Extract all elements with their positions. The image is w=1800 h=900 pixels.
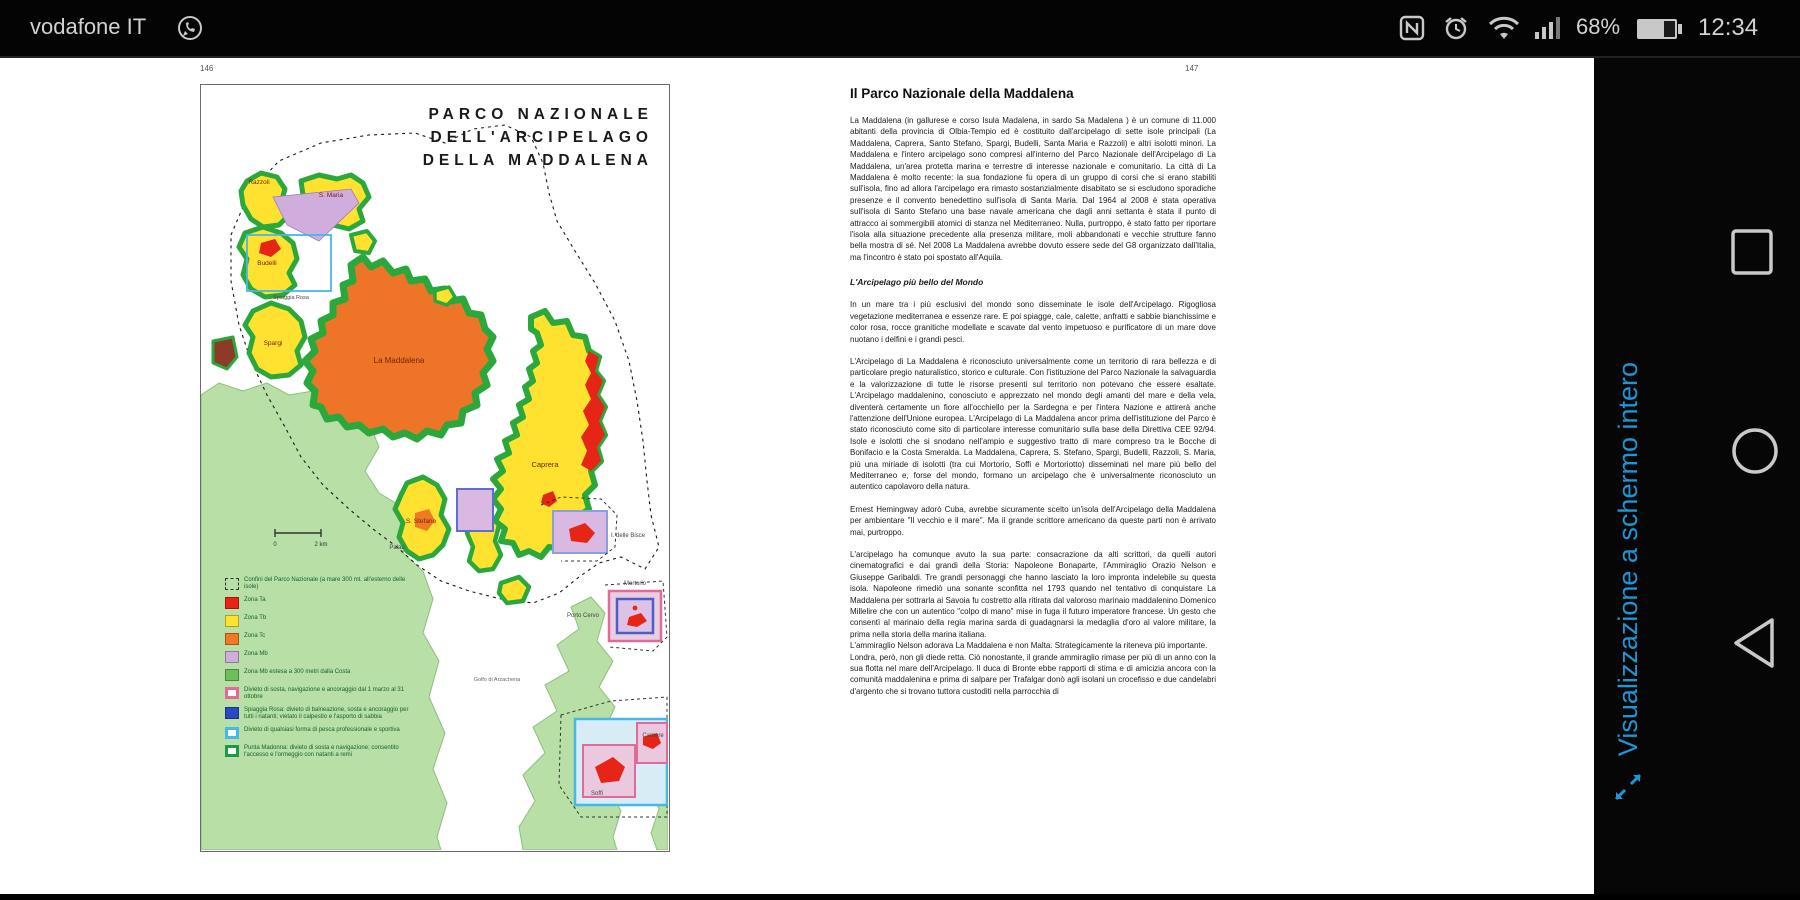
map-label: Camere: [642, 733, 664, 739]
island-la-maddalena: [305, 257, 493, 439]
legend-label: Punta Madonna: divieto di sosta e navigazione; consentito l'accesso e l'ormeggio con natanti a remi: [244, 744, 399, 758]
islet-northeast: [351, 231, 375, 253]
map-title-line2: DELL'ARCIPELAGO: [430, 129, 653, 146]
article-page: [850, 86, 1216, 697]
legend-item: [225, 615, 430, 628]
legend-item: [225, 577, 430, 591]
map-label: Caprera: [531, 460, 559, 469]
recents-button[interactable]: [1730, 228, 1774, 276]
map-label: Spargi: [263, 340, 283, 347]
map-label: Porto Cervo: [566, 613, 600, 619]
legend-label: Zona Mb: [244, 650, 268, 657]
zone-box-porto-palma: [457, 489, 493, 531]
legend-swatch: [225, 669, 239, 681]
map-title-line1: PARCO NAZIONALE: [428, 106, 653, 123]
article-paragraph: L'Arcipelago di La Maddalena è riconosciuto universalmente come un territorio di rara bellezza e di particolare pregio naturalistico, storico e culturale. Con l'istituzione del Parco Nazionale la salvaguardia e la valorizzazione di tutte le risorse presenti sul territorio non potevano che essere esaltate. L'Arcipelago maddalenino, conosciuto e apprezzato nel mondo degli amanti del mare e della vela, diventerà certamente un fiore all'occhiello per la Sardegna e per l'intera Nazione e attirerà anche l'attenzione dell'Unione europea. L'Arcipelago di La Maddalena ancor prima dell'istituzione del Parco è stato riconosciuto come sito di particolare interesse comunitario sulla base della Direttiva CEE 92/94. Isole e isolotti che si snodano nell'ampio e suggestivo tratto di mare compreso tra le Bocche di Bonifacio e la Costa Smeralda. La Maddalena, Caprera, S. Stefano, Spargi, Budelli, Razzoli, S. Maria, più una miriade di isolotti (tra cui Mortorio, Soffi e Mortoriotto) disseminati nel mare più bello del Mediterraneo e, forse del mondo, formano un arcipelago che è universalmente riconosciuto un autentico capolavoro della natura.: [850, 356, 1216, 492]
map-label: S. Maria: [318, 192, 344, 199]
map-label: S. Stefano: [405, 518, 437, 525]
map-label: Mortorio: [623, 581, 647, 587]
legend-label: Zona Mb estesa a 300 metri dalla Costa: [244, 668, 351, 675]
right-page-number: 147: [1185, 64, 1199, 73]
islet-mortorio-dot: [633, 606, 638, 611]
islets-south-caprera-2: [499, 577, 529, 603]
left-page-number: 146: [200, 64, 214, 73]
carrier-label: vodafone IT: [30, 14, 147, 39]
map-label: Spiaggia Rosa: [273, 295, 309, 301]
islet-between: [435, 287, 455, 305]
park-map: [200, 84, 670, 852]
legend-item: [225, 707, 430, 721]
legend-swatch: [225, 578, 239, 590]
fullscreen-button[interactable]: [1596, 104, 1660, 804]
legend-label: Zona Tb: [244, 614, 267, 621]
legend-swatch: [225, 745, 239, 757]
map-label: Soffi: [591, 791, 603, 797]
article-subheading: L'Arcipelago più bello del Mondo: [850, 277, 984, 288]
legend-label: Divieto di qualsiasi forma di pesca professionale e sportiva: [244, 726, 400, 733]
legend-item: [225, 727, 430, 740]
legend-swatch: [225, 707, 239, 719]
article-paragraph: Londra, però, non gli diede retta. Ciò nonostante, il grande ammiraglio rimase per più di un anno con la sua flotta nel mare dell'Arcipelago. Il duca di Bronte ebbe rapporti di stima e di amicizia ancora con la comunità maddalenina e prima di salpare per Trafalgar donò agli isolani un crocefisso e due candelabri d'argento che si trovano tuttora custoditi nella parrocchia di: [850, 652, 1216, 696]
islet-west: [213, 337, 237, 369]
fullscreen-expand-icon: [1611, 770, 1645, 804]
legend-swatch: [225, 727, 239, 739]
legend-swatch: [225, 633, 239, 645]
map-label: I. delle Bisce: [611, 533, 646, 539]
map-title-line3: DELLA MADDALENA: [422, 152, 653, 169]
legend-item: [225, 669, 430, 682]
map-legend: [225, 577, 430, 765]
status-bar: [0, 0, 1800, 58]
side-panel: [1594, 58, 1800, 894]
legend-swatch: [225, 615, 239, 627]
wifi-icon: [1488, 14, 1520, 42]
scale-left-label: 0: [273, 542, 277, 548]
legend-swatch: [225, 597, 239, 609]
battery-icon: [1636, 18, 1682, 40]
legend-label: Spiaggia Rosa: divieto di balneazione, sosta e ancoraggio per tutti i natanti; vietato il calpestio e l'asporto di sabbia: [244, 706, 409, 721]
legend-item: [225, 687, 430, 701]
battery-percent-label: 68%: [1576, 14, 1621, 39]
scale-right-label: 2 km: [314, 542, 328, 548]
article-paragraph: La Maddalena (in gallurese e corso Isula Madalena, in sardo Sa Madalena ) è un comune di 11.000 abitanti della provincia di Olbia-Tempio ed è costituito dall'arcipelago di sette isole principali (La Maddalena, Caprera, Santo Stefano, Spargi, Budelli, Santa Maria e Razzoli) e altri isolotti minori. La Maddalena e l'intero arcipelago sono compresi all'interno del Parco Nazionale dell'Arcipelago di La Maddalena, un'area protetta marina e terrestre di interesse nazionale e comunitario. La città di La Maddalena è molto recente: la sua fondazione fu opera di un gruppo di corsi che si erano stabiliti sull'isola, fino ad allora l'arcipelago era rimasto sostanzialmente disabitato se si escludono sporadiche presenze e il convento benedettino sull'isola di Santa Maria. Dal 1964 al 2008 è stata operativa sull'isola di Santo Stefano una base navale americana che dagli anni settanta è stata il punto di attracco ai sommergibili atomici di stanza nel Mediterraneo. Nulla, purtroppo, è stato fatto per riportare l'isola alla situazione precedente alla presenza militare, moli abbandonati e vecchie strutture fanno bella mostra di sé. Nel 2008 La Maddalena avrebbe dovuto essere sede del G8 organizzato dall'Italia, ma l'incontro è stato poi spostato all'Aquila.: [850, 116, 1216, 262]
legend-label: Confini del Parco Nazionale (a mare 300 mt. all'esterno delle isole): [244, 577, 406, 591]
article-heading: Il Parco Nazionale della Maddalena: [850, 86, 1074, 101]
legend-swatch: [225, 651, 239, 663]
map-label: Palau: [389, 545, 405, 551]
map-label: Razzoli: [248, 179, 270, 186]
legend-item: [225, 633, 430, 646]
legend-swatch: [225, 687, 239, 699]
nfc-icon: [1398, 14, 1426, 42]
signal-icon: [1534, 14, 1564, 42]
map-label: Budelli: [257, 260, 277, 267]
legend-item: [225, 651, 430, 664]
fullscreen-label: Visualizzazione a schermo intero: [1612, 361, 1643, 756]
back-button[interactable]: [1730, 616, 1778, 670]
article-paragraph: L'arcipelago ha comunque avuto la sua parte: consacrazione da alti scrittori, da quelli autori cinematografici e dai grandi della Storia: Napoleone Bonaparte, l'Ammiraglio Orazio Nelson e Giuseppe Garibaldi. Tre grandi personaggi che hanno lasciato la loro impronta indelebile su questa isola. Napoleone rimediò una sonante sconfitta nel 1793 quando nel tentativo di conquistare La Maddalena per sottrarla ai Savoia fu costretto alla ritirata dal valoroso marinaio maddalenino Domenico Millelire che con un autentico "colpo di mano" mise in fuga il futuro imperatore francese. Un gesto che consentì al marinaio della regia marina sarda di guadagnarsi la medaglia d'oro al valore militare, la prima nella storia della marina italiana.: [850, 550, 1216, 639]
legend-label: Zona Tc: [244, 632, 266, 639]
zone-porto-madonna: [273, 189, 359, 241]
home-button[interactable]: [1730, 426, 1780, 476]
whatsapp-icon: [176, 14, 204, 42]
map-title: [423, 103, 653, 172]
alarm-icon: [1442, 14, 1470, 42]
legend-item: [225, 745, 430, 759]
document-viewer[interactable]: [0, 58, 1594, 894]
map-label: La Maddalena: [373, 356, 425, 365]
legend-item: [225, 597, 430, 610]
map-label: Golfo di Arzachena: [473, 677, 521, 683]
article-paragraph: L'ammiraglio Nelson adorava La Maddalena e non Malta. Strategicamente la riteneva più importante.: [850, 641, 1208, 651]
article-paragraph: In un mare tra i più esclusivi del mondo sono disseminate le isole dell'Arcipelago. Rigogliosa vegetazione mediterranea e essenze rare. E poi spiagge, cale, calette, anfratti e sabbie bianchissime e color rosa, rocce granitiche modellate e scavate dal vento impetuoso e purificatore di un mare dove nuotano i delfini e i grandi pesci.: [850, 300, 1216, 344]
legend-label: Zona Ta: [244, 596, 266, 603]
clock-label: 12:34: [1698, 14, 1759, 41]
legend-label: Divieto di sosta, navigazione e ancoraggio dal 1 marzo al 31 ottobre: [244, 686, 405, 701]
article-paragraph: Ernest Hemingway adorò Cuba, avrebbe sicuramente scelto un'isola dell'Arcipelago della Maddalena per ambientare "Il vecchio e il mare". Ma il grande scrittore americano da queste parti non è arrivato mai, purtroppo.: [850, 504, 1216, 537]
